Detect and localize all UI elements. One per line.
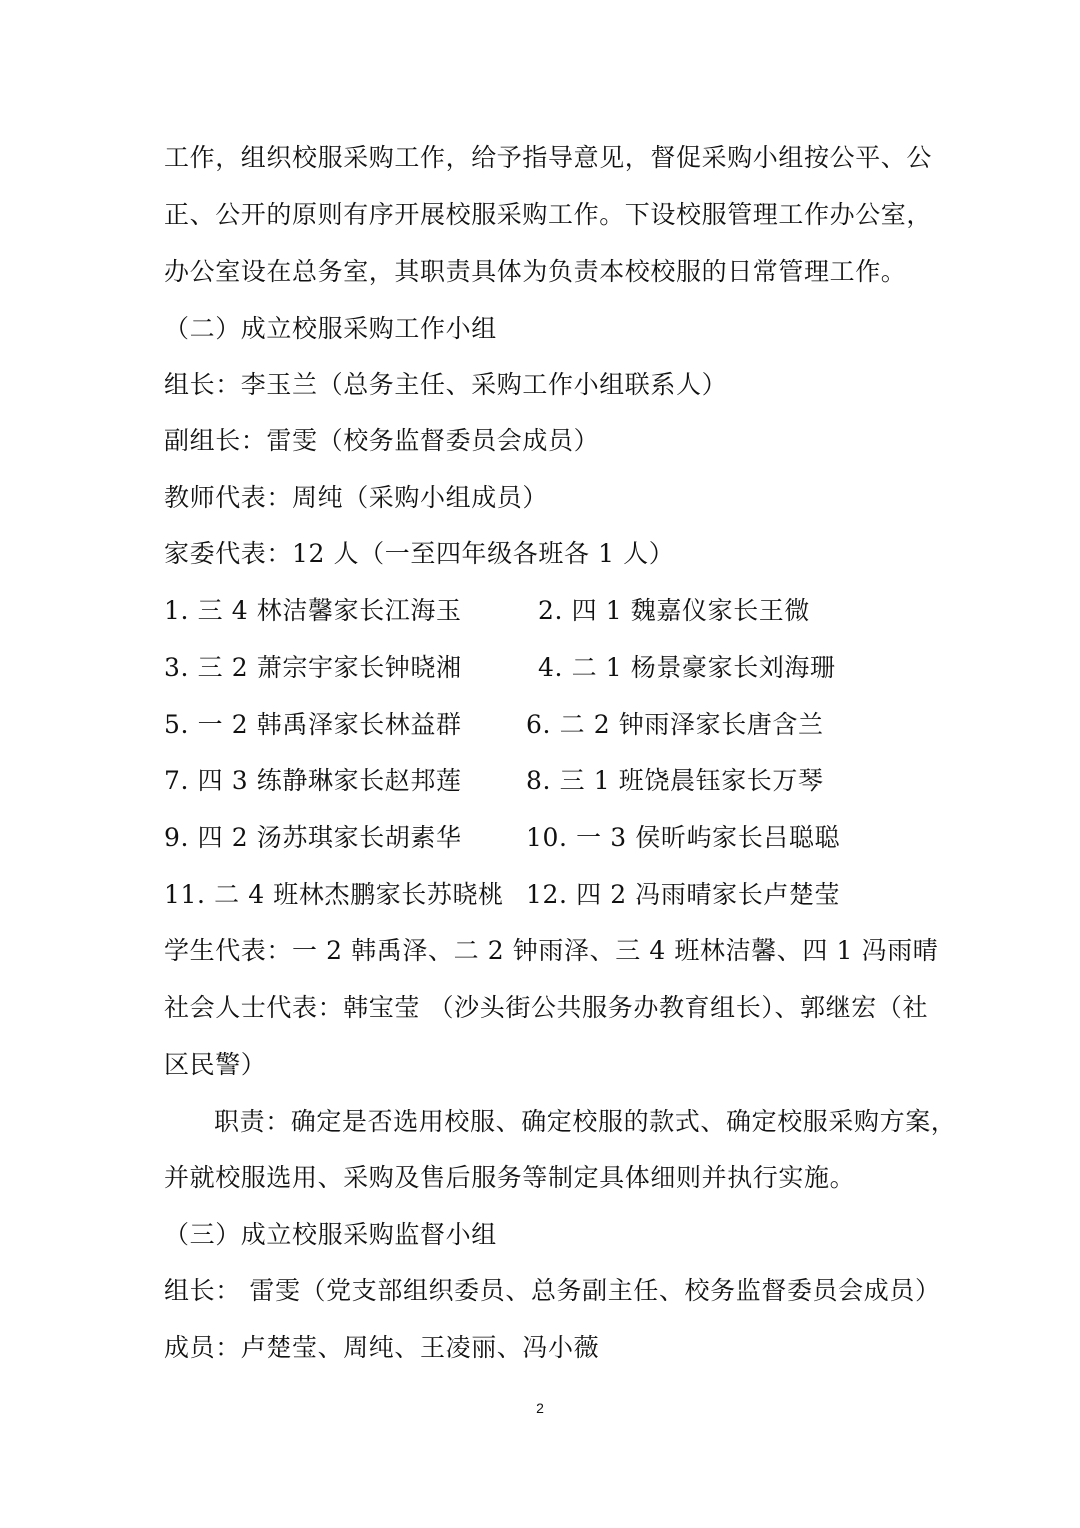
community-rep-line: 区民警） bbox=[164, 1050, 267, 1079]
paragraph-line: 工作，组织校服采购工作，给予指导意见，督促采购小组按公平、公 bbox=[164, 143, 933, 172]
members-line: 成员：卢楚莹、周纯、王凌丽、冯小薇 bbox=[164, 1333, 600, 1362]
parent-list-item: 5. 一 2 韩禹泽家长林益群 bbox=[164, 710, 462, 739]
section-heading: （三）成立校服采购监督小组 bbox=[164, 1220, 497, 1249]
community-rep-line: 社会人士代表：韩宝莹 （沙头街公共服务办教育组长）、郭继宏（社 bbox=[164, 993, 929, 1022]
page-number: 2 bbox=[536, 1400, 544, 1416]
section-heading: （二）成立校服采购工作小组 bbox=[164, 314, 497, 343]
parent-list-item: 11. 二 4 班林杰鹏家长苏晓桃 bbox=[164, 880, 504, 909]
parent-list-item: 3. 三 2 萧宗宇家长钟晓湘 bbox=[164, 653, 462, 682]
student-rep-line: 学生代表：一 2 韩禹泽、二 2 钟雨泽、三 4 班林洁馨、四 1 冯雨晴 bbox=[164, 936, 939, 965]
leader-line: 组长： 雷雯（党支部组织委员、总务副主任、校务监督委员会成员） bbox=[164, 1276, 941, 1305]
parent-list-item: 1. 三 4 林洁馨家长江海玉 bbox=[164, 596, 462, 625]
deputy-leader-line: 副组长：雷雯（校务监督委员会成员） bbox=[164, 426, 600, 455]
parent-list-item: 2. 四 1 魏嘉仪家长王微 bbox=[538, 596, 810, 625]
parent-rep-line: 家委代表：12 人（一至四年级各班各 1 人） bbox=[164, 539, 675, 568]
parent-list-item: 12. 四 2 冯雨晴家长卢楚莹 bbox=[526, 880, 841, 909]
parent-list-item: 7. 四 3 练静琳家长赵邦莲 bbox=[164, 766, 462, 795]
parent-list-item: 6. 二 2 钟雨泽家长唐含兰 bbox=[526, 710, 824, 739]
duty-line: 并就校服选用、采购及售后服务等制定具体细则并执行实施。 bbox=[164, 1163, 856, 1192]
duty-line: 职责：确定是否选用校服、确定校服的款式、确定校服采购方案， bbox=[214, 1107, 957, 1136]
parent-list-item: 9. 四 2 汤苏琪家长胡素华 bbox=[164, 823, 462, 852]
paragraph-line: 办公室设在总务室，其职责具体为负责本校校服的日常管理工作。 bbox=[164, 257, 907, 286]
leader-line: 组长：李玉兰（总务主任、采购工作小组联系人） bbox=[164, 370, 728, 399]
parent-list-item: 4. 二 1 杨景豪家长刘海珊 bbox=[538, 653, 836, 682]
parent-list-item: 10. 一 3 侯昕屿家长吕聪聪 bbox=[526, 823, 841, 852]
teacher-rep-line: 教师代表：周纯（采购小组成员） bbox=[164, 483, 549, 512]
parent-list-item: 8. 三 1 班饶晨钰家长万琴 bbox=[526, 766, 824, 795]
paragraph-line: 正、公开的原则有序开展校服采购工作。下设校服管理工作办公室， bbox=[164, 200, 933, 229]
